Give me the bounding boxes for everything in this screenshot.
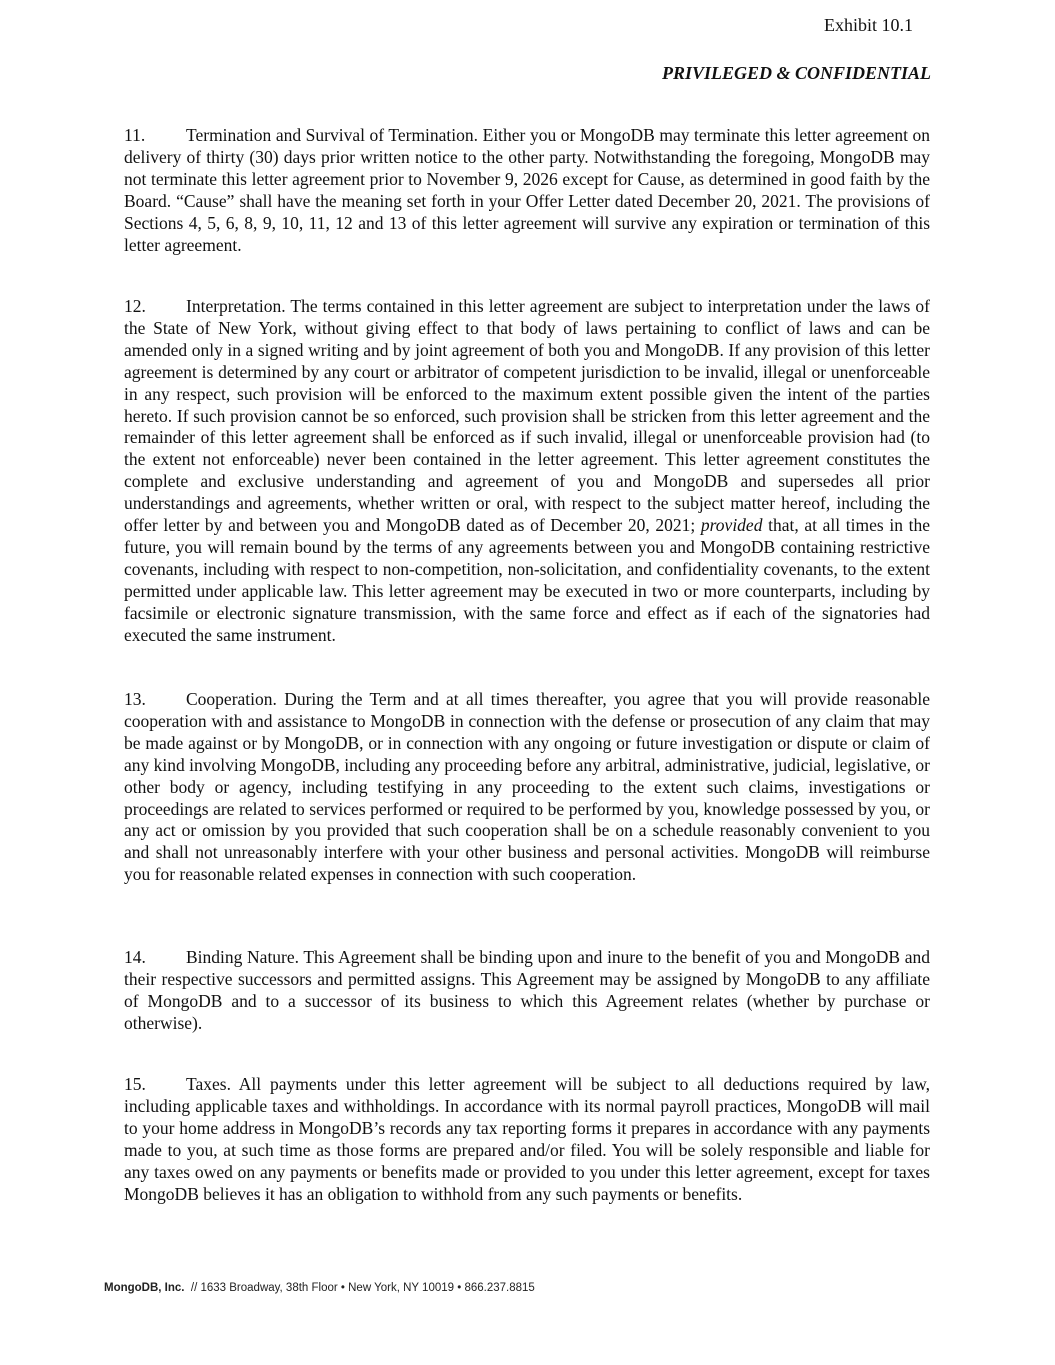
section-body: Either you or MongoDB may terminate this letter agreement on delivery of thirty (30) days prior written notice to the other party. Notwithstanding the foregoing, MongoDB may not terminate this letter agreement prior to November 9, 2026 except for Cause, as determined in good faith by the Board. “Cause” shall have the meaning set forth in your Offer Letter dated December 20, 2021. The provisions of Sections 4, 5, 6, 8, 9, 10, 11, 12 and 13 of this letter agreement will survive any expiration or termination of this letter agreement.	[124, 125, 931, 255]
exhibit-label: Exhibit 10.1	[824, 15, 913, 35]
section-13-cooperation	[124, 689, 930, 886]
section-body: This Agreement shall be binding upon and inure to the benefit of you and MongoDB and their respective successors and permitted assigns. This Agreement may be assigned by MongoDB to any affiliate of MongoDB and to a successor of its business to which this Agreement relates (whether by purchase or otherwise).	[124, 947, 930, 1033]
confidential-label: PRIVILEGED & CONFIDENTIAL	[661, 63, 931, 83]
section-body: During the Term and at all times thereafter, you agree that you will provide reasonable cooperation with and assistance to MongoDB in connection with the defense or prosecution of any claim that may be made against or by MongoDB, or in connection with any ongoing or future investigation or dispute or claim of any kind involving MongoDB, including any proceeding before any arbitral, administrative, judicial, legislative, or other body or agency, including testifying in any proceeding to the extent such claims, investigations or proceedings are related to services performed or required to be performed by you, knowledge possessed by you, or any act or omission by you provided that such cooperation shall be on a schedule reasonably convenient to you and shall not unreasonably interfere with your other business and personal activities. MongoDB will reimburse you for reasonable related expenses in connection with such cooperation.	[124, 689, 930, 885]
section-title: Termination and Survival of Termination.	[186, 125, 479, 145]
section-12-interpretation	[124, 296, 930, 647]
section-title: Interpretation.	[186, 296, 286, 316]
footer-address: // 1633 Broadway, 38th Floor • New York, NY 10019 • 866.237.8815	[190, 1282, 535, 1294]
section-number: 13.	[124, 689, 146, 709]
section-title: Taxes.	[186, 1074, 231, 1094]
section-number: 15.	[124, 1074, 146, 1094]
section-14-binding-nature	[124, 947, 930, 1035]
section-title: Cooperation.	[186, 689, 277, 709]
section-body-emphasis: provided	[700, 515, 763, 536]
section-title: Binding Nature.	[186, 947, 300, 967]
section-body-part-2: that, at all times in the future, you will remain bound by the terms of any agreements between you and MongoDB containing restrictive covenants, including with respect to non-competition, non-solicitation, and confidentiality covenants, to the extent permitted under applicable law. This letter agreement may be executed in two or more counterparts, including by facsimile or electronic signature transmission, with the same force and effect as if each of the signatories had executed the same instrument.	[124, 515, 931, 645]
section-number: 12.	[124, 296, 146, 316]
page-footer	[104, 1281, 535, 1295]
section-11-termination	[124, 125, 930, 256]
section-number: 11.	[124, 125, 146, 145]
footer-company: MongoDB, Inc.	[104, 1282, 185, 1294]
section-body-part-1: The terms contained in this letter agreement are subject to interpretation under the laws of the State of New York, without giving effect to that body of laws pertaining to conflict of laws and can be amended only in a signed writing and by joint agreement of both you and MongoDB. If any provision of this letter agreement is determined by any court or arbitrator of competent jurisdiction to be invalid, illegal or unenforceable in any respect, such provision will be enforced to the maximum extent possible given the intent of the parties hereto. If such provision cannot be so enforced, such provision shall be stricken from this letter agreement and the remainder of this letter agreement shall be enforced as if such invalid, illegal or unenforceable provision had (to the extent not enforceable) never been contained in the letter agreement. This letter agreement constitutes the complete and exclusive understanding and agreement of you and MongoDB and supersedes all prior understandings and agreements, whether written or oral, with respect to the subject matter hereof, including the offer letter by and between you and MongoDB dated as of December 20, 2021;	[124, 296, 930, 536]
section-body: All payments under this letter agreement will be subject to all deductions required by law, including applicable taxes and withholdings. In accordance with its normal payroll practices, MongoDB will mail to your home address in MongoDB’s records any tax reporting forms it prepares in accordance with any payments made to you, at such time as those forms are prepared and/or filed. You will be solely responsible and liable for any taxes owed on any payments or benefits made or provided to you under this letter agreement, except for taxes MongoDB believes it has an obligation to withhold from any such payments or benefits.	[124, 1074, 930, 1204]
section-number: 14.	[124, 947, 146, 967]
section-15-taxes	[124, 1074, 930, 1205]
